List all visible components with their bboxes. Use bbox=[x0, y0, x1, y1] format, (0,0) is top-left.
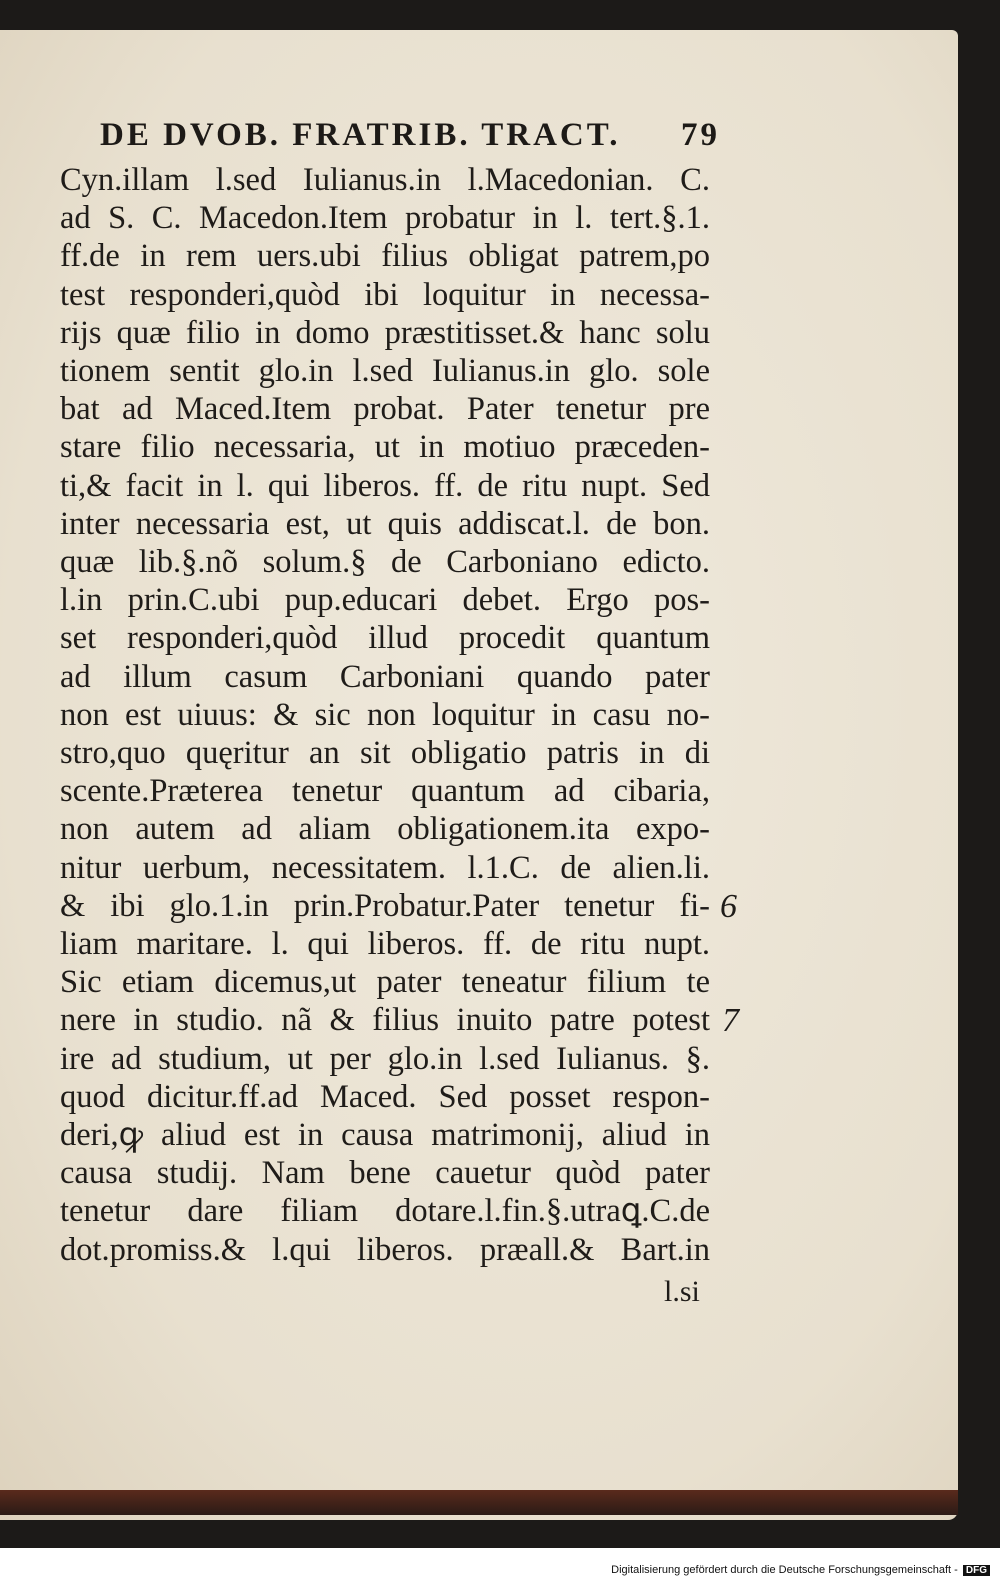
text-line: non autem ad aliam obligationem.ita expo- bbox=[60, 811, 710, 848]
marginal-note-6: 6 bbox=[720, 888, 737, 925]
text-line: ire ad studium, ut per glo.in l.sed Iulianus. §. bbox=[60, 1040, 710, 1077]
text-line: stare filio necessaria, ut in motiuo præceden- bbox=[60, 429, 710, 466]
text-line: inter necessaria est, ut quis addiscat.l. de bon. bbox=[60, 505, 710, 542]
text-line: stro,quo quęritur an sit obligatio patris in di bbox=[60, 735, 710, 772]
text-line: liam maritare. l. qui liberos. ff. de ritu nupt. bbox=[60, 926, 710, 963]
text-line: & ibi glo.1.in prin.Probatur.Pater tenetur fi- bbox=[60, 887, 710, 924]
text-line: ad illum casum Carboniani quando pater bbox=[60, 658, 710, 695]
text-line: non est uiuus: & sic non loquitur in casu no- bbox=[60, 696, 710, 733]
text-line: scente.Præterea tenetur quantum ad cibaria, bbox=[60, 773, 710, 810]
running-title: DE DVOB. FRATRIB. TRACT. bbox=[100, 117, 621, 153]
folio-number: 79 bbox=[681, 117, 720, 153]
text-line: tionem sentit glo.in l.sed Iulianus.in glo. sole bbox=[60, 353, 710, 390]
text-line: set responderi,quòd illud procedit quantum bbox=[60, 620, 710, 657]
text-line: l.in prin.C.ubi pup.educari debet. Ergo pos- bbox=[60, 582, 710, 619]
text-line: ad S. C. Macedon.Item probatur in l. tert.§.1. bbox=[60, 200, 710, 237]
text-line: deri,ꝙ aliud est in causa matrimonij, aliud in bbox=[60, 1117, 710, 1154]
page-edge-shadow bbox=[0, 1490, 958, 1515]
text-line: tenetur dare filiam dotare.l.fin.§.utraꝗ.C.de bbox=[60, 1193, 710, 1230]
catchword: l.si bbox=[664, 1275, 700, 1308]
text-line: nere in studio. nã & filius inuito patre potest bbox=[60, 1002, 710, 1039]
text-line: Sic etiam dicemus,ut pater teneatur filium te bbox=[60, 964, 710, 1001]
dfg-logo: DFG bbox=[963, 1565, 990, 1576]
text-line: rijs quæ filio in domo præstitisset.& hanc solu bbox=[60, 314, 710, 351]
marginal-note-7: 7 bbox=[722, 1002, 739, 1039]
text-line: causa studij. Nam bene cauetur quòd pater bbox=[60, 1155, 710, 1192]
text-line: Cyn.illam l.sed Iulianus.in l.Macedonian. C. bbox=[60, 162, 710, 198]
body-text bbox=[60, 161, 710, 1269]
credit-text: Digitalisierung gefördert durch die Deutsche Forschungsgemeinschaft - bbox=[611, 1564, 958, 1576]
running-header bbox=[100, 117, 720, 154]
text-line: ff.de in rem uers.ubi filius obligat patrem,po bbox=[60, 238, 710, 275]
text-line: bat ad Maced.Item probat. Pater tenetur pre bbox=[60, 391, 710, 428]
text-line: dot.promiss.& l.qui liberos. præall.& Bart.in bbox=[60, 1231, 710, 1268]
text-line: quod dicitur.ff.ad Maced. Sed posset respon- bbox=[60, 1078, 710, 1115]
text-line: ti,& facit in l. qui liberos. ff. de ritu nupt. Sed bbox=[60, 467, 710, 504]
text-line: test responderi,quòd ibi loquitur in necessa- bbox=[60, 276, 710, 313]
text-line: nitur uerbum, necessitatem. l.1.C. de alien.li. bbox=[60, 849, 710, 886]
text-line: quæ lib.§.nõ solum.§ de Carboniano edicto. bbox=[60, 544, 710, 581]
digitization-credit bbox=[611, 1564, 990, 1576]
